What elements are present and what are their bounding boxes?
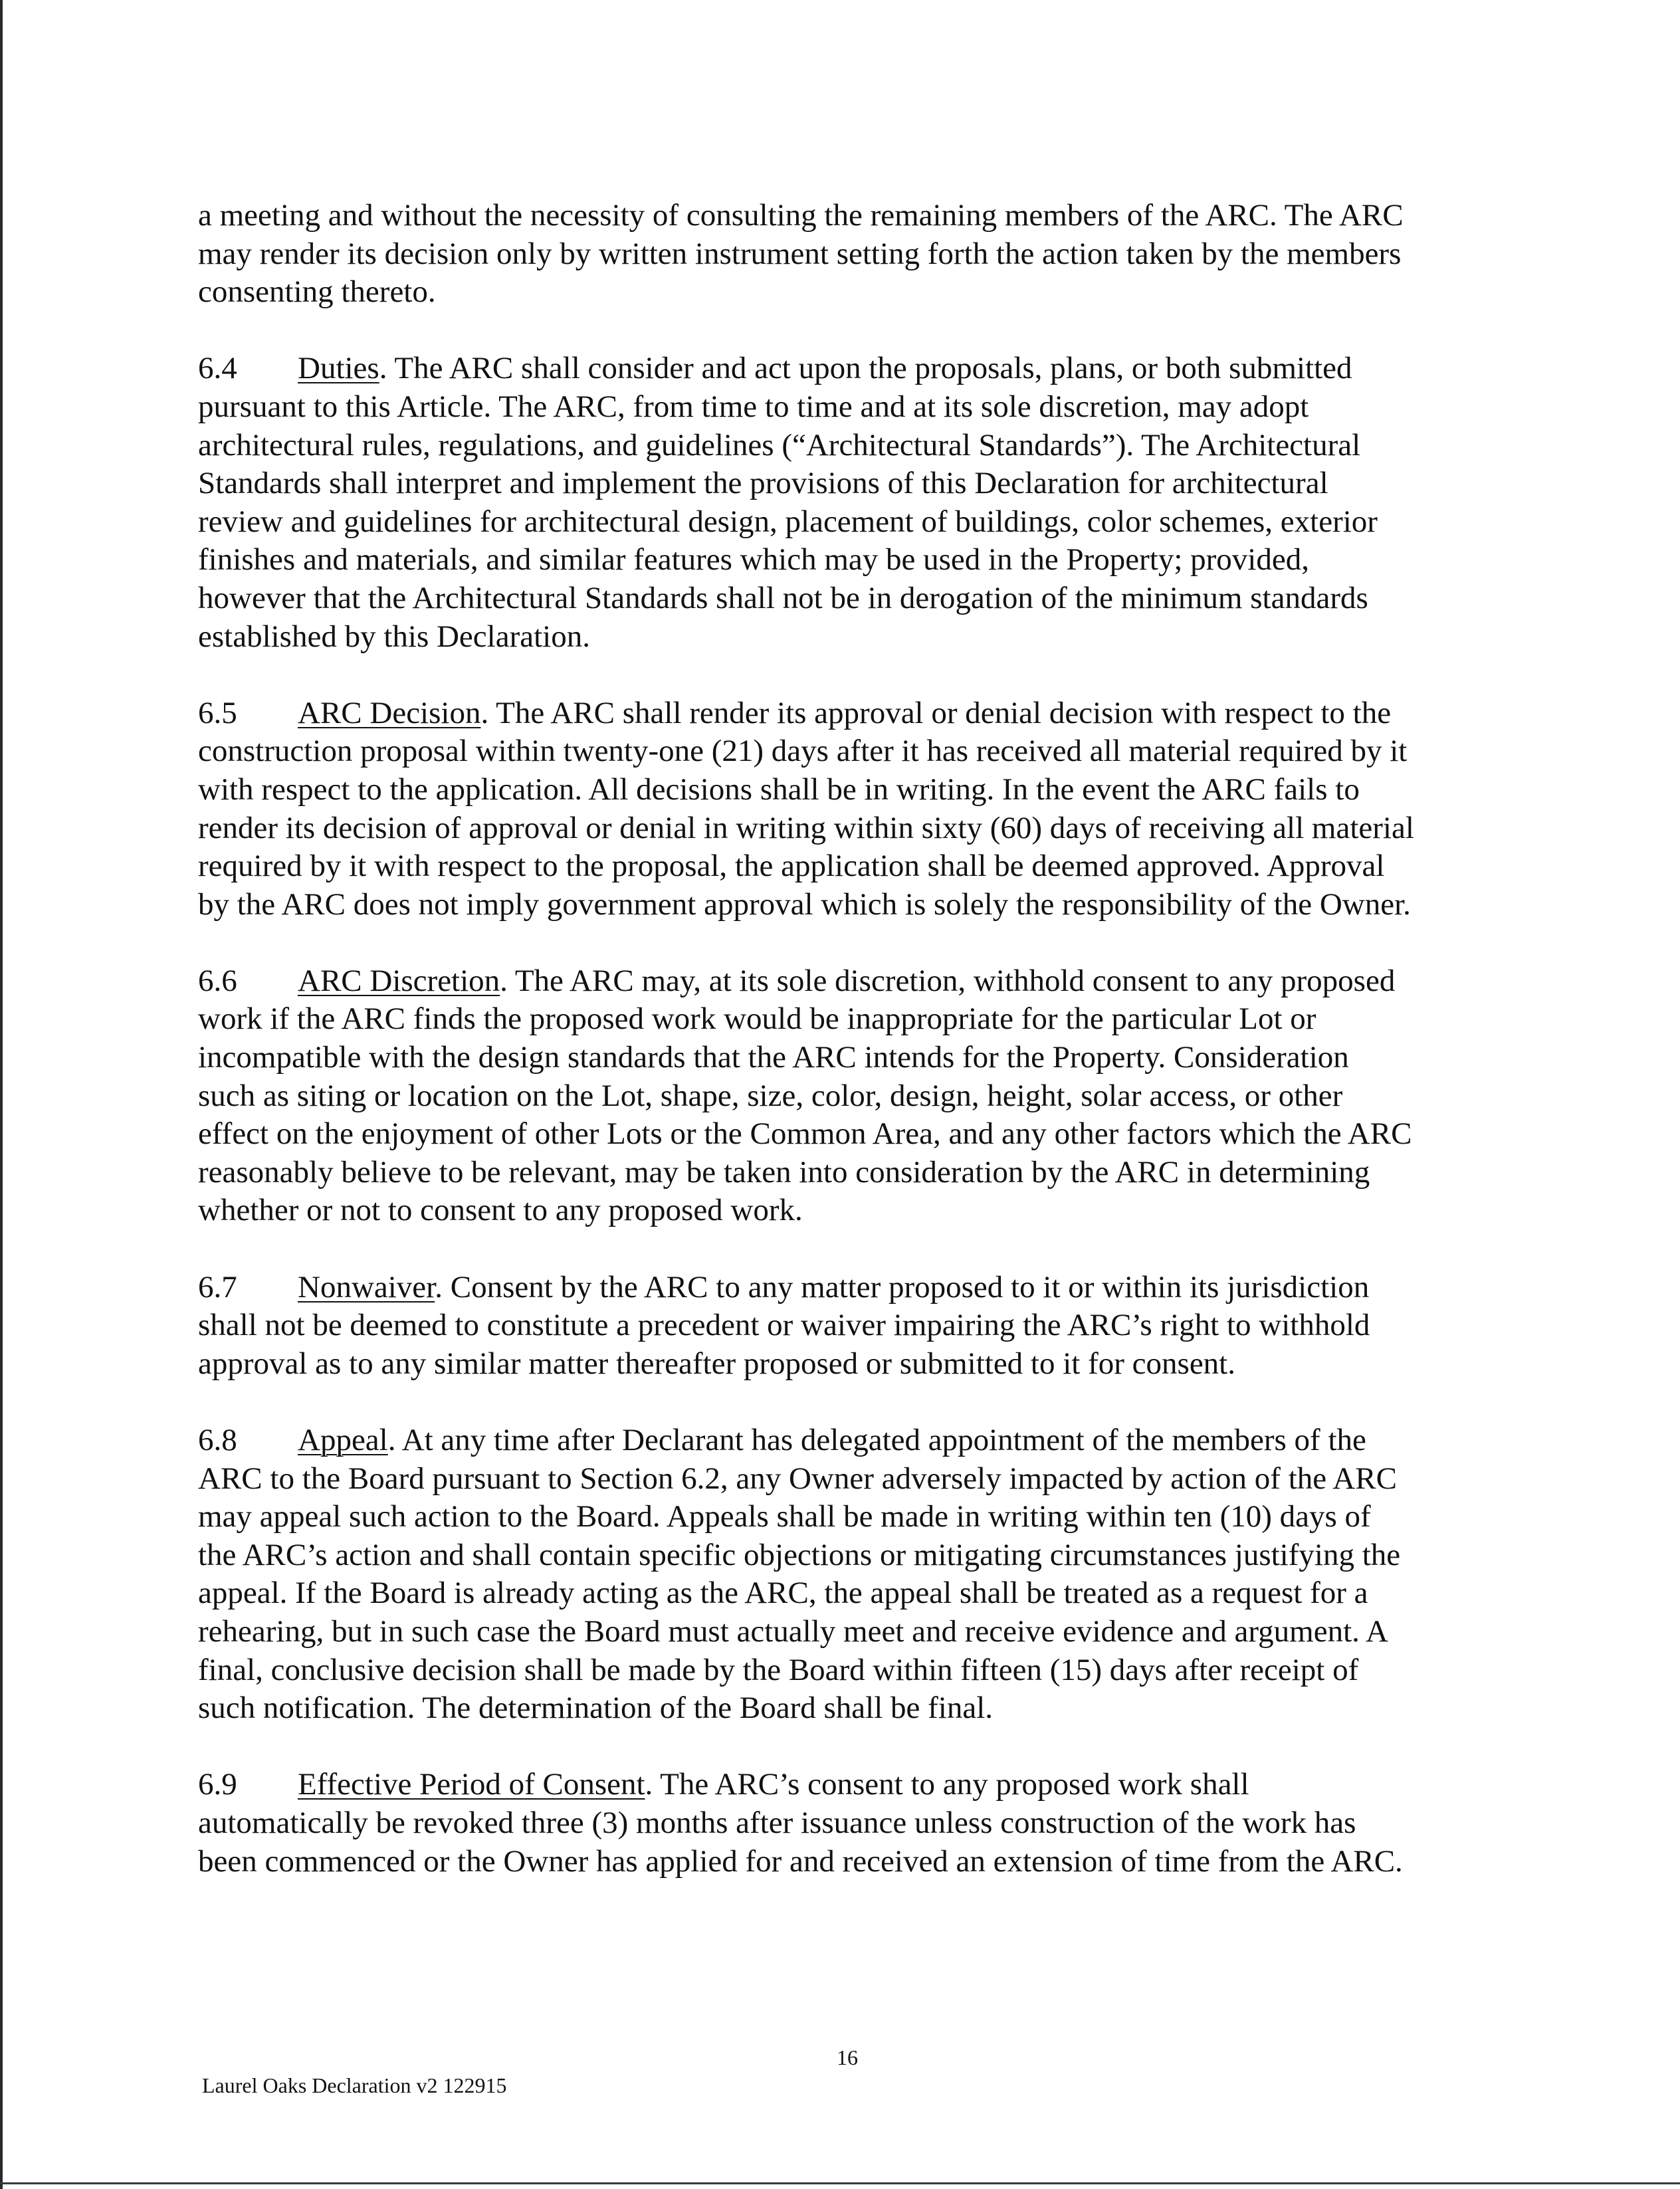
section-number: 6.5 xyxy=(198,695,237,730)
section-heading: ARC Decision xyxy=(298,695,481,730)
section-number: 6.9 xyxy=(198,1767,237,1802)
section-text: . Consent by the ARC to any matter proposed to it or within its jurisdiction shall not be deemed to constitute a precedent or waiver impairing the ARC’s right to withhold approval as to any similar matter thereafter proposed or submitted to it for consent. xyxy=(198,1269,1370,1381)
section-heading: Nonwaiver xyxy=(298,1269,435,1304)
document-body xyxy=(198,197,1514,1919)
section-text: . At any time after Declarant has delegated appointment of the members of the ARC to the Board pursuant to Section 6.2, any Owner adversely impacted by action of the ARC may appeal such action to the Board. Appeals shall be made in writing within ten (10) days of the ARC’s action and shall contain specific objections or mitigating circumstances justifying the appeal. If the Board is already acting as the ARC, the appeal shall be treated as a request for a rehearing, but in such case the Board must actually meet and receive evidence and argument. A final, conclusive decision shall be made by the Board within fifteen (15) days after receipt of such notification. The determination of the Board shall be final. xyxy=(198,1423,1401,1726)
section-text: . The ARC shall consider and act upon the proposals, plans, or both submitted pursuant to this Article. The ARC, from time to time and at its sole discretion, may adopt architectural rules, regulations, and guidelines (“Architectural Standards”). The Architectural Standards shall interpret and implement the provisions of this Declaration for architectural review and guidelines for architectural design, placement of buildings, color schemes, exterior finishes and materials, and similar features which may be used in the Property; provided, however that the Architectural Standards shall not be in derogation of the minimum standards established by this Declaration. xyxy=(198,351,1378,654)
section-number: 6.7 xyxy=(198,1269,237,1304)
section-text: . The ARC’s consent to any proposed work shall automatically be revoked three (3) months after issuance unless construction of the work has been commenced or the Owner has applied for and received an extension of time from the ARC. xyxy=(198,1767,1403,1879)
section-heading: Duties xyxy=(298,351,379,386)
section-6-5 xyxy=(198,694,1514,924)
section-number: 6.8 xyxy=(198,1423,237,1457)
section-text: . The ARC may, at its sole discretion, withhold consent to any proposed work if the ARC finds the proposed work would be inappropriate for the particular Lot or incompatible with the design standards that the ARC intends for the Property. Consideration such as siting or location on the Lot, shape, size, color, design, height, solar access, or other effect on the enjoyment of other Lots or the Common Area, and any other factors which the ARC reasonably believe to be relevant, may be taken into consideration by the ARC in determining whether or not to consent to any proposed work. xyxy=(198,963,1412,1228)
section-number: 6.6 xyxy=(198,963,237,998)
footer-document-id: Laurel Oaks Declaration v2 122915 xyxy=(202,2073,507,2097)
section-6-4 xyxy=(198,350,1514,656)
scan-left-edge xyxy=(0,0,3,2189)
section-heading: Effective Period of Consent xyxy=(298,1767,645,1802)
intro-paragraph: a meeting and without the necessity of consulting the remaining members of the ARC. The ARC may render its decision only by written instrument setting forth the action taken by the members consenting thereto. xyxy=(198,198,1404,310)
section-text: . The ARC shall render its approval or denial decision with respect to the construction proposal within twenty-one (21) days after it has received all material required by it with respect to the application. All decisions shall be in writing. In the event the ARC fails to render its decision of approval or denial in writing within sixty (60) days of receiving all material required by it with respect to the proposal, the application shall be deemed approved. Approval by the ARC does not imply government approval which is solely the responsibility of the Owner. xyxy=(198,695,1414,922)
section-6-7 xyxy=(198,1269,1514,1384)
section-heading: ARC Discretion xyxy=(298,963,500,998)
scan-bottom-edge xyxy=(0,2182,1680,2184)
section-heading: Appeal xyxy=(298,1423,388,1457)
section-6-8 xyxy=(198,1421,1514,1728)
section-6-9 xyxy=(198,1766,1514,1881)
section-6-6 xyxy=(198,962,1514,1230)
page-number: 16 xyxy=(837,2045,858,2069)
section-number: 6.4 xyxy=(198,351,237,386)
